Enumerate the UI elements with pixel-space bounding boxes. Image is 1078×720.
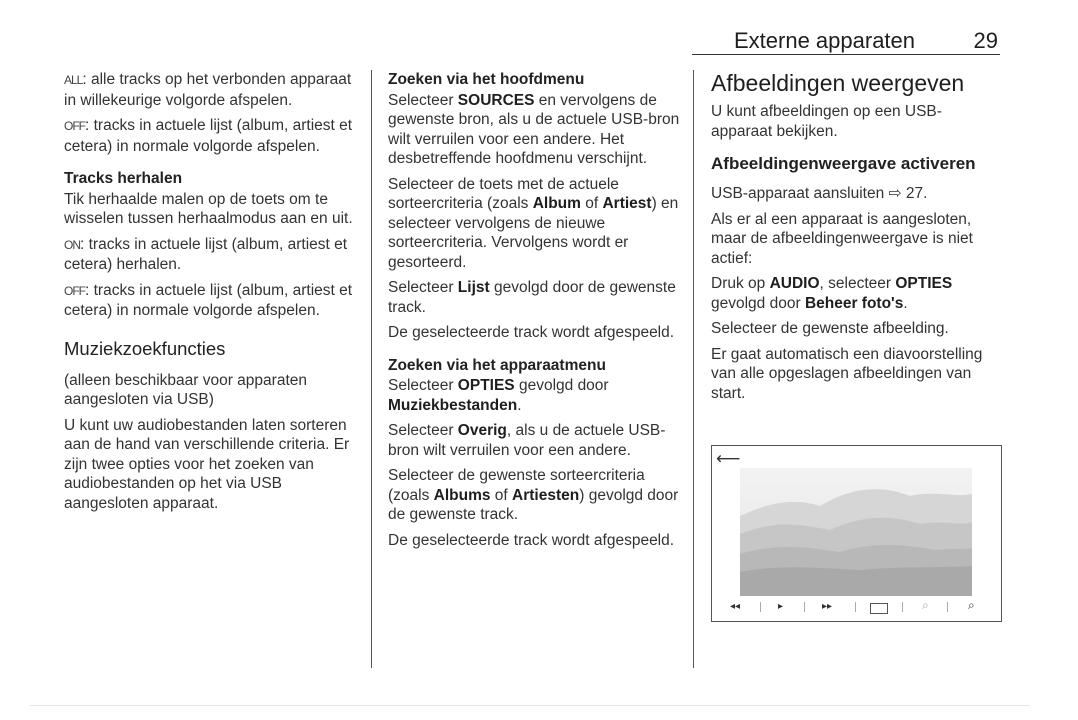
connect-instruction: USB-apparaat aansluiten ⇨ 27. (711, 185, 928, 202)
zoom-out-icon[interactable]: ⌕ (922, 598, 929, 612)
column-middle (388, 70, 680, 556)
main-menu-p1: Selecteer SOURCES en vervolgens de gewenste bron, als u de actuele USB-bron wilt verruilen voor een andere. Het desbetreffende hoofdmenu verschijnt. (388, 91, 680, 167)
shuffle-all-icon: ALL (64, 73, 83, 87)
separator (760, 602, 761, 612)
column-right (711, 70, 1003, 409)
bottom-rule (30, 705, 1030, 706)
repeat-on-item: ON: tracks in actuele lijst (album, artiest et cetera) herhalen. (64, 235, 348, 273)
separator (855, 602, 856, 612)
repeat-intro: Tik herhaalde malen op de toets om te wisselen tussen herhaalmodus aan en uit. (64, 190, 353, 227)
main-menu-p2: Selecteer de toets met de actuele sorteercriteria (zoals Album of Artiest) en selecteer vervolgens de nieuwe sorteercriteria. Vervolgens wordt er gesorteerd. (388, 175, 679, 271)
already-connected-text: Als er al een apparaat is aangesloten, maar de afbeeldingenweergave is niet actief: (711, 210, 973, 267)
select-image-text: Selecteer de gewenste afbeelding. (711, 320, 949, 337)
music-search-note: (alleen beschikbaar voor apparaten aangesloten via USB) (64, 371, 307, 408)
separator (947, 602, 948, 612)
landscape-image (740, 468, 972, 596)
activate-heading: Afbeeldingenweergave activeren (711, 154, 976, 173)
shuffle-off-icon: OFF (64, 119, 85, 133)
shuffle-all-item: ALL: alle tracks op het verbonden apparaat in willekeurige volgorde afspelen. (64, 71, 352, 109)
column-divider (693, 70, 694, 668)
image-viewer-screenshot (711, 445, 1002, 622)
column-left (64, 70, 360, 519)
play-icon[interactable]: ▸ (778, 601, 784, 612)
main-menu-p4: De geselecteerde track wordt afgespeeld. (388, 324, 675, 341)
repeat-on-icon: ON (64, 237, 80, 252)
page-header (692, 28, 1000, 55)
separator (804, 602, 805, 612)
section-title: Afbeeldingen weergeven (711, 70, 965, 96)
press-audio-instruction: Druk op AUDIO, selecteer OPTIES gevolgd door Beheer foto's. (711, 275, 953, 312)
page-reference-arrow-icon: ⇨ (888, 185, 902, 202)
next-icon[interactable]: ▸▸ (822, 601, 833, 612)
shuffle-off-item: OFF: tracks in actuele lijst (album, artiest et cetera) in normale volgorde afspelen. (64, 117, 353, 155)
page-header-title: Externe apparaten (734, 28, 916, 53)
previous-icon[interactable]: ◂◂ (730, 601, 741, 612)
back-arrow-icon[interactable]: ⟵ (716, 449, 741, 468)
device-menu-p4: De geselecteerde track wordt afgespeeld. (388, 531, 675, 549)
slideshow-text: Er gaat automatisch een diavoorstelling van alle opgeslagen afbeeldingen van start. (711, 345, 983, 402)
page-number: 29 (973, 28, 998, 53)
main-menu-p3: Selecteer Lijst gevolgd door de gewenste track. (388, 279, 676, 316)
repeat-heading: Tracks herhalen (64, 170, 183, 187)
device-menu-p2: Selecteer Overig, als u de actuele USB-bron wilt verruilen voor een andere. (388, 422, 666, 459)
gallery-icon[interactable] (870, 603, 888, 614)
repeat-off-icon: OFF (64, 283, 85, 298)
main-menu-search-heading: Zoeken via het hoofdmenu (388, 71, 585, 88)
zoom-in-icon[interactable]: ⌕ (968, 598, 975, 612)
separator (902, 602, 903, 612)
section-intro: U kunt afbeeldingen op een USB-apparaat bekijken. (711, 103, 942, 140)
repeat-off-item: OFF: tracks in actuele lijst (album, artiest et cetera) in normale volgorde afspelen. (64, 281, 353, 319)
column-divider (371, 70, 372, 668)
music-search-text: U kunt uw audiobestanden laten sorteren aan de hand van verschillende criteria. Er zijn twee opties voor het zoeken van audiobestanden op het via USB aangesloten apparaat. (64, 416, 350, 512)
music-search-heading: Muziekzoekfuncties (64, 337, 226, 359)
device-menu-p1: Selecteer OPTIES gevolgd door Muziekbestanden. (388, 377, 609, 414)
device-menu-p3: Selecteer de gewenste sorteercriteria (zoals Albums of Artiesten) gevolgd door de gewenste track. (388, 467, 679, 523)
device-menu-search-heading: Zoeken via het apparaatmenu (388, 356, 606, 374)
